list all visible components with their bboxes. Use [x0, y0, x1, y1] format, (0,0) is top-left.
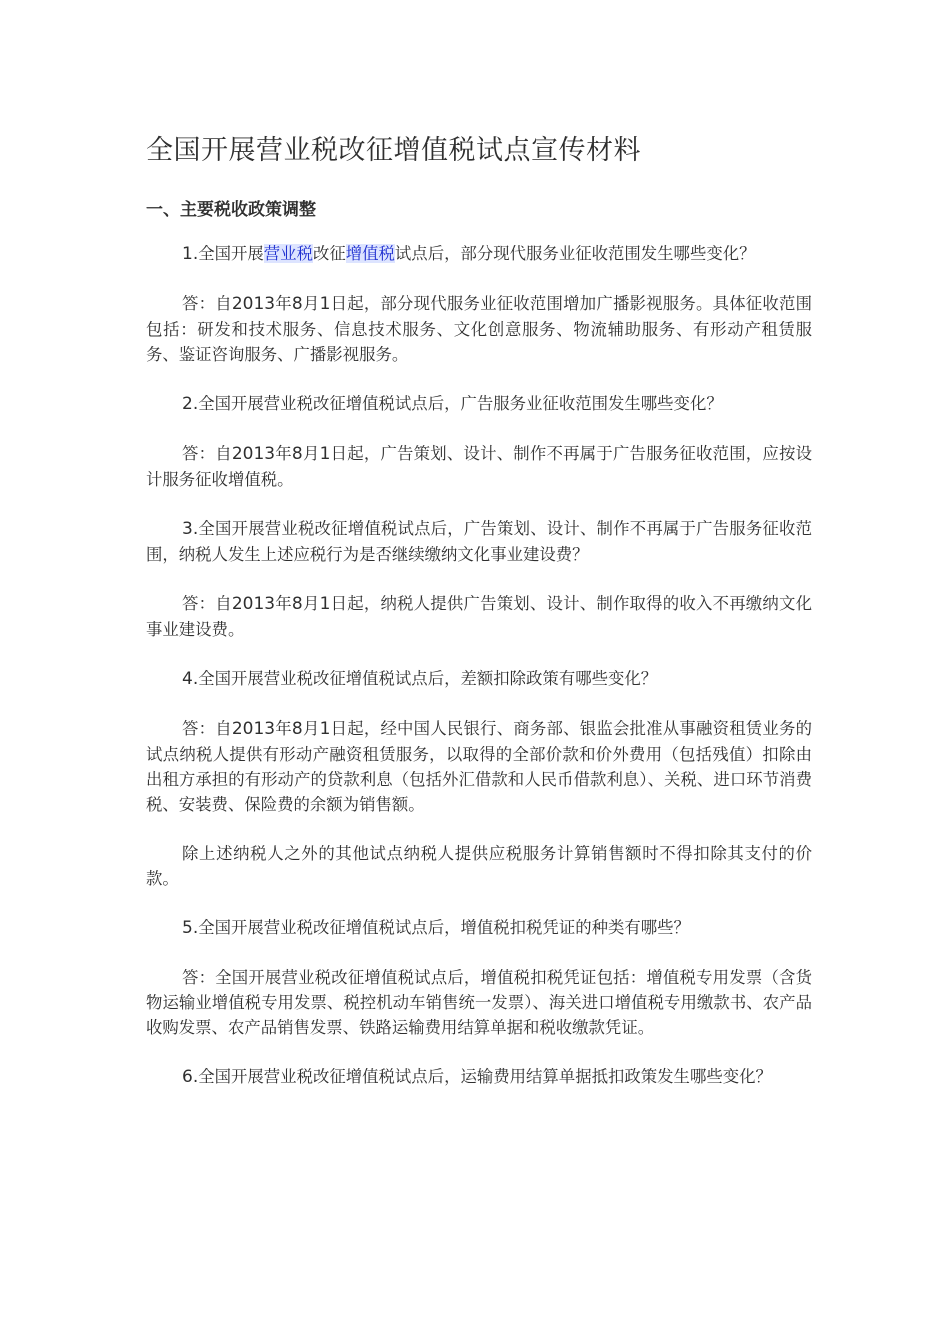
answer-month: 8	[291, 444, 303, 464]
question-number: 6.	[182, 1067, 199, 1087]
question-number: 4.	[182, 669, 199, 689]
question-number: 2.	[182, 394, 199, 414]
answer-day: 1	[319, 444, 331, 464]
answer-text: 月	[302, 594, 320, 613]
answer-5: 答：全国开展营业税改征增值税试点后，增值税扣税凭证包括：增值税专用发票（含货物运输业增值税专用发票、税控机动车销售统一发票）、海关进口增值税专用缴款书、农产品收购发票、农产品销售发票、铁路运输费用结算单据和税收缴款凭证。	[146, 968, 812, 1037]
question-text: 试点后，部分现代服务业征收范围发生哪些变化？	[394, 244, 756, 263]
answer-text: 月	[302, 294, 320, 313]
answer-text: 日起，广告策划、设计、制作不再属于广告服务征收范围，应按设计服务征收增值税。	[146, 444, 813, 489]
answer-text: 年	[275, 294, 292, 313]
answer-3	[146, 591, 812, 642]
answer-text: 答：自	[182, 294, 232, 313]
answer-year: 2013	[231, 719, 276, 739]
question-3	[146, 516, 812, 567]
answer-text: 年	[275, 594, 292, 613]
question-5	[146, 915, 812, 941]
question-text: 改征	[312, 244, 346, 263]
answer-text: 月	[302, 719, 320, 738]
answer-month: 8	[291, 294, 303, 314]
answer-month: 8	[291, 719, 303, 739]
question-number: 5.	[182, 918, 199, 938]
question-4	[146, 666, 812, 692]
answer-text: 答：自	[182, 594, 232, 613]
answer-text: 年	[275, 719, 292, 738]
answer-2	[146, 441, 812, 492]
question-text: 全国开展营业税改征增值税试点后，广告服务业征收范围发生哪些变化？	[198, 394, 723, 413]
question-number: 1.	[182, 244, 199, 264]
answer-text: 日起，经中国人民银行、商务部、银监会批准从事融资租赁业务的试点纳税人提供有形动产融资租赁服务，以取得的全部价款和价外费用（包括残值）扣除由出租方承担的有形动产的贷款利息（包括外汇借款和人民币借款利息）、关税、进口环节消费税、安装费、保险费的余额为销售额。	[146, 719, 813, 814]
section-heading: 一、主要税收政策调整	[146, 200, 316, 220]
answer-month: 8	[291, 594, 303, 614]
question-text: 全国开展营业税改征增值税试点后，广告策划、设计、制作不再属于广告服务征收范围，纳税人发生上述应税行为是否继续缴纳文化事业建设费？	[146, 519, 812, 564]
answer-text: 年	[275, 444, 292, 463]
question-2	[146, 391, 812, 417]
answer-text: 日起，部分现代服务业征收范围增加广播影视服务。具体征收范围包括：研发和技术服务、信息技术服务、文化创意服务、物流辅助服务、有形动产租赁服务、鉴证咨询服务、广播影视服务。	[146, 294, 813, 364]
answer-year: 2013	[231, 444, 276, 464]
question-text: 全国开展营业税改征增值税试点后，运输费用结算单据抵扣政策发生哪些变化？	[198, 1067, 772, 1086]
answer-year: 2013	[231, 294, 276, 314]
answer-text: 答：自	[182, 444, 232, 463]
answer-text: 月	[302, 444, 320, 463]
answer-text: 答：自	[182, 719, 232, 738]
answer-1	[146, 291, 812, 367]
answer-day: 1	[319, 719, 331, 739]
question-number: 3.	[182, 519, 199, 539]
highlight-term-zengzhishui[interactable]: 增值税	[345, 244, 395, 263]
document-title: 全国开展营业税改征增值税试点宣传材料	[146, 135, 641, 166]
question-text: 全国开展营业税改征增值税试点后，增值税扣税凭证的种类有哪些？	[198, 918, 690, 937]
question-text: 全国开展营业税改征增值税试点后，差额扣除政策有哪些变化？	[198, 669, 658, 688]
highlight-term-yingyeshui[interactable]: 营业税	[263, 244, 313, 263]
question-6	[146, 1064, 812, 1090]
answer-4-continued: 除上述纳税人之外的其他试点纳税人提供应税服务计算销售额时不得扣除其支付的价款。	[146, 844, 812, 888]
answer-year: 2013	[231, 594, 276, 614]
answer-text: 日起，纳税人提供广告策划、设计、制作取得的收入不再缴纳文化事业建设费。	[146, 594, 813, 639]
question-text: 全国开展	[198, 244, 264, 263]
answer-day: 1	[319, 294, 331, 314]
answer-day: 1	[319, 594, 331, 614]
document-body	[146, 134, 812, 1114]
answer-4	[146, 716, 812, 817]
question-1	[146, 241, 812, 267]
